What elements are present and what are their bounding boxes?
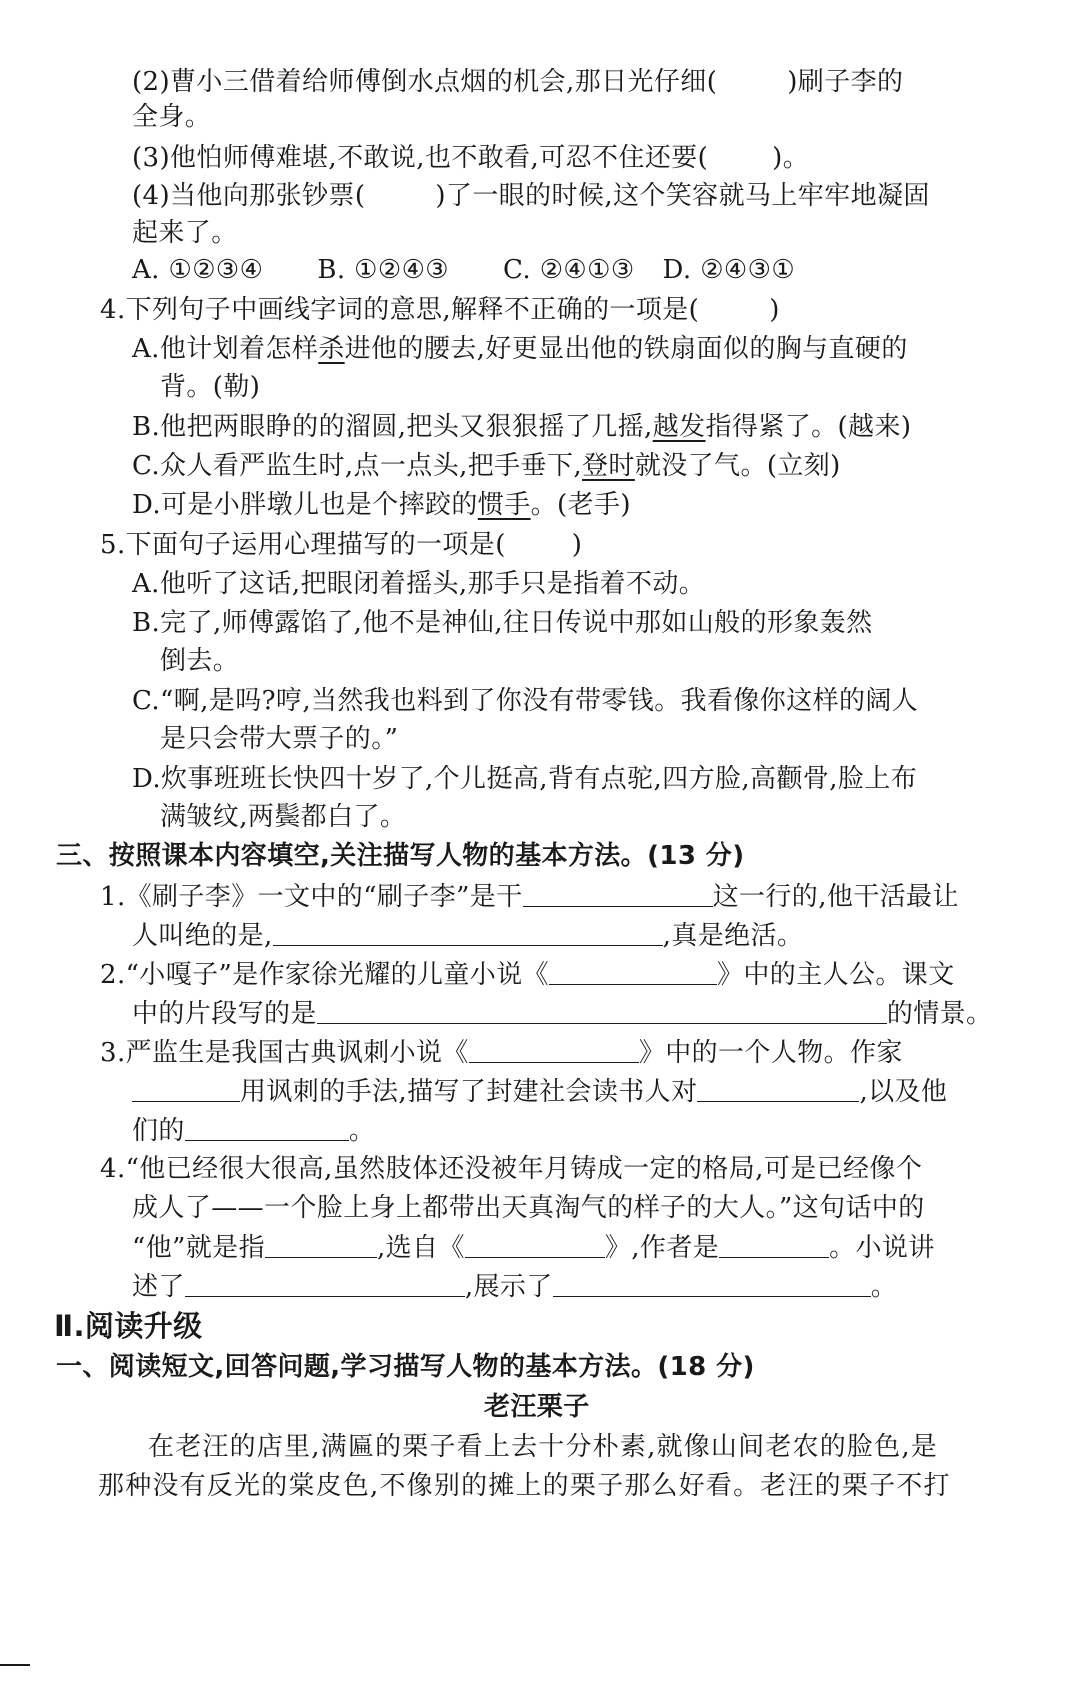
text: 。 [348, 1116, 376, 1146]
q3-item-4 [132, 178, 930, 214]
q3-item-3 [132, 140, 809, 176]
fill-blank[interactable] [132, 1073, 240, 1102]
option-a[interactable]: A. ①②③④ [132, 255, 264, 285]
section-3-heading: 三、按照课本内容填空,关注描写人物的基本方法。(13 分) [56, 841, 745, 871]
text: 这一行的,他干活最让 [712, 882, 959, 912]
sec3-item-3-cont [132, 1073, 947, 1110]
passage-paragraph-1-cont: 那种没有反光的棠皮色,不像别的摊上的栗子那么好看。老汪的栗子不打 [98, 1471, 951, 1501]
option-d[interactable]: D. ②④③① [662, 255, 796, 285]
text: A.他计划着怎样 [132, 334, 319, 364]
part-2-subheading: 一、阅读短文,回答问题,学习描写人物的基本方法。(18 分) [56, 1352, 755, 1382]
text: 。小说讲 [829, 1233, 935, 1263]
text: (4)当他向那张钞票( [132, 181, 366, 211]
sec3-item-1-cont [132, 917, 803, 954]
passage-title: 老汪栗子 [484, 1392, 590, 1422]
q3-options [132, 252, 795, 288]
text: ) [571, 530, 583, 560]
passage-paragraph-1: 在老汪的店里,满匾的栗子看上去十分朴素,就像山间老农的脸色,是 [148, 1432, 938, 1462]
text: 就没了气。(立刻) [634, 451, 841, 481]
text: )了一眼的时候,这个笑容就马上牢牢地凝固 [435, 181, 930, 211]
q4-option-a-cont: 背。(勒) [160, 372, 261, 402]
fill-blank[interactable] [265, 1229, 377, 1258]
text: 》,作者是 [604, 1233, 720, 1263]
text: 。(老手) [530, 490, 631, 520]
fill-blank[interactable] [469, 1034, 639, 1063]
sec3-item-3-cont2 [132, 1112, 375, 1149]
q5-option-a[interactable]: A.他听了这话,把眼闭着摇头,那手只是指着不动。 [132, 569, 706, 599]
text: 进他的腰去,好更显出他的铁扇面似的胸与直硬的 [344, 334, 908, 364]
part-2-heading: Ⅱ.阅读升级 [54, 1309, 203, 1343]
page-edge-mark [0, 1664, 30, 1666]
text: ,以及他 [859, 1077, 948, 1107]
q5-option-d[interactable]: D.炊事班班长快四十岁了,个儿挺高,背有点驼,四方脸,高颧骨,脸上布 [132, 764, 918, 794]
text: 4.下列句子中画线字词的意思,解释不正确的一项是( [100, 295, 700, 325]
text: ,展示了 [464, 1272, 553, 1302]
fill-blank[interactable] [553, 1268, 871, 1297]
text: 用讽刺的手法,描写了封建社会读书人对 [240, 1077, 698, 1107]
option-c[interactable]: C. ②④①③ [503, 255, 635, 285]
q5-option-c-cont: 是只会带大票子的。” [160, 724, 399, 754]
underlined-word: 登时 [582, 451, 635, 481]
text: 人叫绝的是, [132, 921, 273, 951]
text: 》中的一个人物。作家 [638, 1038, 903, 1068]
text: 中的片段写的是 [132, 999, 317, 1029]
text: 指得紧了。(越来) [705, 412, 912, 442]
option-b[interactable]: B. ①②④③ [317, 255, 450, 285]
text: )刷子李的 [787, 67, 904, 97]
fill-blank[interactable] [719, 1229, 829, 1258]
text: 5.下面句子运用心理描写的一项是( [100, 530, 506, 560]
text: ) [769, 295, 780, 325]
fill-blank[interactable] [185, 1112, 349, 1141]
text: 1.《刷子李》一文中的“刷子李”是干 [100, 882, 523, 912]
text: 3.严监生是我国古典讽刺小说《 [100, 1038, 469, 1068]
q5-stem [100, 527, 582, 563]
text: 。 [870, 1272, 898, 1302]
sec3-item-2-cont [132, 995, 992, 1032]
fill-blank[interactable] [185, 1268, 465, 1297]
underlined-word: 杀 [318, 334, 345, 364]
text: )。 [772, 143, 810, 173]
text: 的情景。 [886, 999, 993, 1029]
text: (2)曹小三借着给师傅倒水点烟的机会,那日光仔细( [132, 67, 718, 97]
text: D.可是小胖墩儿也是个摔跤的 [132, 490, 478, 520]
text: C.众人看严监生时,点一点头,把手垂下, [132, 451, 583, 481]
text: B.他把两眼睁的的溜圆,把头又狠狠摇了几摇, [132, 412, 653, 442]
fill-blank[interactable] [317, 995, 887, 1024]
q5-option-c[interactable]: C.“啊,是吗?哼,当然我也料到了你没有带零钱。我看像你这样的阔人 [132, 686, 919, 716]
sec3-item-1 [100, 878, 959, 915]
q3-item-2 [132, 64, 903, 100]
q3-item-4-cont: 起来了。 [132, 218, 238, 248]
q5-option-b-cont: 倒去。 [160, 646, 240, 676]
text: 2.“小嘎子”是作家徐光耀的儿童小说《 [100, 960, 549, 990]
sec3-item-4-cont3 [132, 1268, 897, 1305]
sec3-item-4: 4.“他已经很大很高,虽然肢体还没被年月铸成一定的格局,可是已经像个 [100, 1154, 923, 1184]
fill-blank[interactable] [273, 917, 663, 946]
sec3-item-4-cont2 [132, 1229, 935, 1266]
text: ,选自《 [376, 1233, 465, 1263]
text: ,真是绝活。 [662, 921, 804, 951]
fill-blank[interactable] [523, 878, 713, 907]
underlined-word: 惯手 [477, 490, 531, 520]
text: “他”就是指 [132, 1233, 265, 1263]
q3-item-2-cont: 全身。 [132, 102, 212, 132]
q4-option-b[interactable] [132, 409, 911, 445]
fill-blank[interactable] [549, 956, 717, 985]
text: 述了 [132, 1272, 185, 1302]
q5-option-d-cont: 满皱纹,两鬓都白了。 [160, 802, 407, 832]
q5-option-b[interactable]: B.完了,师傅露馅了,他不是神仙,往日传说中那如山般的形象轰然 [132, 608, 873, 638]
q4-option-d[interactable] [132, 487, 631, 523]
sec3-item-4-cont: 成人了——一个脸上身上都带出天真淘气的样子的大人。”这句话中的 [132, 1193, 925, 1223]
text: (3)他怕师傅难堪,不敢说,也不敢看,可忍不住还要( [132, 143, 709, 173]
text: 》中的主人公。课文 [717, 960, 955, 990]
q4-option-a[interactable] [132, 331, 908, 367]
q4-option-c[interactable] [132, 448, 841, 484]
q4-stem [100, 292, 780, 328]
sec3-item-2 [100, 956, 955, 993]
text: 们的 [132, 1116, 185, 1146]
underlined-word: 越发 [652, 412, 706, 442]
fill-blank[interactable] [465, 1229, 605, 1258]
fill-blank[interactable] [697, 1073, 859, 1102]
sec3-item-3 [100, 1034, 903, 1071]
